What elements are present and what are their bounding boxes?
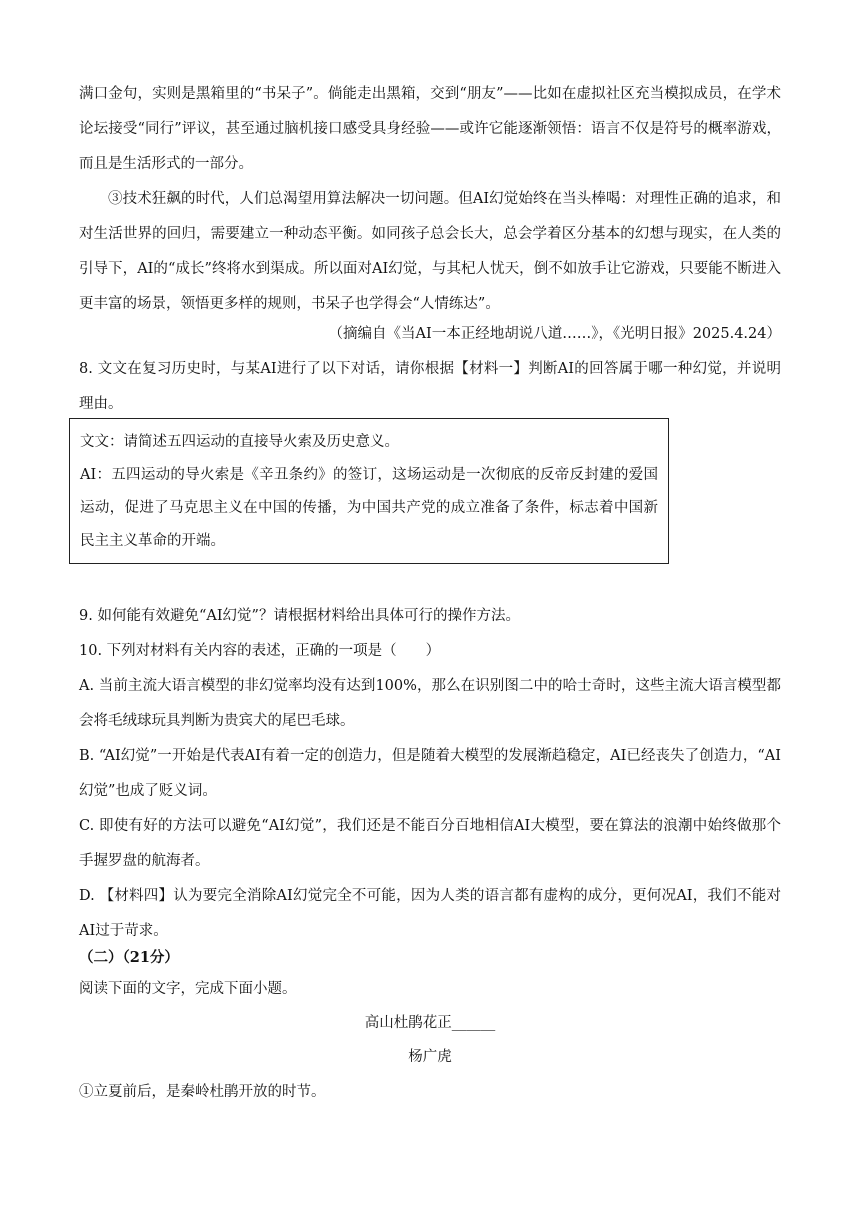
question-10-stem: 10. 下列对材料有关内容的表述，正确的一项是（ ） [79, 643, 441, 659]
question-8-stem: 8. 文文在复习历史时，与某AI进行了以下对话，请你根据【材料一】判断AI的回答属于哪一种幻觉，并说明理由。 [79, 361, 781, 412]
question-9: 9. 如何能有效避免“AI幻觉”？请根据材料给出具体可行的操作方法。 [79, 608, 520, 624]
article-paragraph-1: ①立夏前后，是秦岭杜鹃开放的时节。 [79, 1084, 326, 1100]
article-author: 杨广虎 [408, 1049, 452, 1065]
article-title: 高山杜鹃花正______ [364, 1015, 496, 1031]
section-heading: （二）（21分） [79, 949, 179, 966]
dialog-answer: AI：五四运动的导火索是《辛丑条约》的签订，这场运动是一次彻底的反帝反封建的爱国运动，促进了马克思主义在中国的传播，为中国共产党的成立准备了条件，标志着中国新民主主义革命的开端。 [80, 467, 658, 549]
dialog-question: 文文：请简述五四运动的直接导火索及历史意义。 [80, 434, 399, 450]
question-10-option-a: A. 当前主流大语言模型的非幻觉率均没有达到100%，那么在识别图二中的哈士奇时，这些主流大语言模型都会将毛绒球玩具判断为贵宾犬的尾巴毛球。 [79, 678, 781, 729]
dialog-box [69, 418, 669, 564]
question-10-option-d: D. 【材料四】认为要完全消除AI幻觉完全不可能，因为人类的语言都有虚构的成分，更何况AI，我们不能对AI过于苛求。 [79, 888, 781, 939]
passage-paragraph-continued: 满口金句，实则是黑箱里的“书呆子”。倘能走出黑箱，交到“朋友”——比如在虚拟社区充当模拟成员，在学术论坛接受“同行”评议，甚至通过脑机接口感受具身经验——或许它能逐渐领悟：语言不仅是符号的概率游戏，而且是生活形式的一部分。 [79, 86, 781, 172]
passage-paragraph-3: ③技术狂飙的时代，人们总渴望用算法解决一切问题。但AI幻觉始终在当头棒喝：对理性正确的追求，和对生活世界的回归，需要建立一种动态平衡。如同孩子总会长大，总会学着区分基本的幻想与现实，在人类的引导下，AI的“成长”终将水到渠成。所以面对AI幻觉，与其杞人忧天，倒不如放手让它游戏，只要能不断进入更丰富的场景，领悟更多样的规则，书呆子也学得会“人情练达”。 [79, 191, 781, 312]
reading-instruction: 阅读下面的文字，完成下面小题。 [79, 981, 297, 997]
question-10-option-b: B. “AI幻觉”一开始是代表AI有着一定的创造力，但是随着大模型的发展渐趋稳定，AI已经丧失了创造力，“AI幻觉”也成了贬义词。 [79, 748, 781, 799]
question-10-option-c: C. 即使有好的方法可以避免“AI幻觉”，我们还是不能百分百地相信AI大模型，要在算法的浪潮中始终做那个手握罗盘的航海者。 [79, 818, 781, 869]
passage-source: （摘编自《当AI一本正经地胡说八道……》，《光明日报》2025.4.24） [328, 326, 781, 342]
